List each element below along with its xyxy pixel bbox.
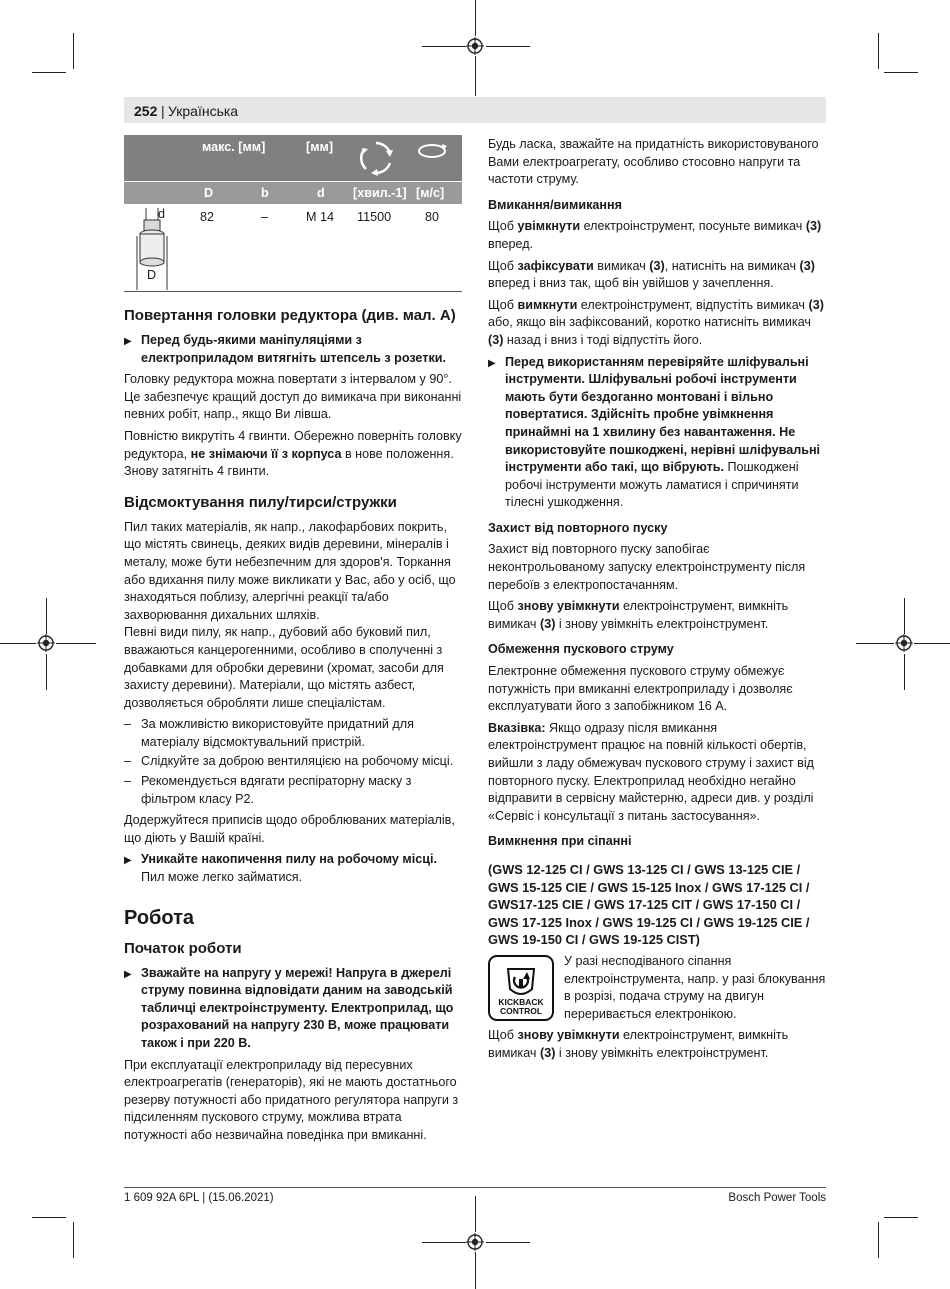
th-mm: [мм] xyxy=(306,140,334,154)
registration-mark-icon xyxy=(895,634,913,652)
paragraph: Щоб знову увімкнути електроінструмент, вимкніть вимикач (3) і знову увімкніть електроінструмент. xyxy=(488,1028,789,1060)
paragraph: Щоб увімкнути електроінструмент, посуньте вимикач (3) вперед. xyxy=(488,219,822,251)
warning-item: ▶ Перед використанням перевіряйте шліфувальні інструменти. Шліфувальні робочі інструменти мають бути бездоганно монтовані і вільно повертатися. Здійсніть пробне увімкнення принаймні на 1 хвилину без навантаження. Не використовуйте пошкоджені, нерівні шліфувальні інструменти або такі, що вібрують. Пошкоджені робочі інструменти можуть ламатися і спричиняти тілесні ушкодження. xyxy=(488,354,821,510)
diagram-label-D: D xyxy=(147,268,157,282)
paragraph: Головку редуктора можна повертати з інтервалом у 90°. Це забезпечує кращий доступ до вимикача при виконанні певних робіт, напр., якщо Ви лівша. xyxy=(124,372,462,422)
paragraph: Вказівка: Якщо одразу після вмикання електроінструмент працює на повній кількості обертів, вийшли з ладу обмежувач пускового струму і захист від повторного пуску. Електроприлад необхідно негайно відправити в сервісну майстерню, адреси див. у розділі «Сервіс і консультації з питань застосування». xyxy=(488,720,814,823)
th-b: b xyxy=(261,186,269,200)
footer-rule xyxy=(124,1187,826,1188)
heading-dust-extraction: Відсмоктування пилу/тирси/стружки xyxy=(124,493,397,511)
heading-starting-operation: Початок роботи xyxy=(124,939,242,957)
registration-mark-icon xyxy=(466,37,484,55)
rotation-speed-icon xyxy=(357,139,395,177)
heading-starting-current-limitation: Обмеження пускового струму xyxy=(488,642,674,657)
list-item: – Слідкуйте за доброю вентиляцією на робочому місці. xyxy=(124,754,454,769)
cell-rpm: 11500 xyxy=(357,210,392,224)
heading-operation: Робота xyxy=(124,906,195,929)
warning-item: ▶ Перед будь-якими маніпуляціями з електроприладом витягніть штепсель з розетки. xyxy=(124,333,446,365)
paragraph: Щоб знову увімкнути електроінструмент, вимкніть вимикач (3) і знову увімкніть електроінструмент. xyxy=(488,599,789,631)
warning-item: ▶ Уникайте накопичення пилу на робочому місці. Пил може легко займатися. xyxy=(124,852,437,885)
right-column xyxy=(488,136,828,1067)
model-list: (GWS 12-125 CI / GWS 13-125 CI / GWS 13-125 CIE / GWS 15-125 CIE / GWS 15-125 Inox / GWS 17-125 CI / GWS17-125 CIE / GWS 17-125 CIT / GWS 17-150 CI / GWS 17-125 Inox / GWS 19-125 CI / GWS 19-125 CIE / GWS 19-150 CI / GWS 19-125 CIST) xyxy=(488,861,810,948)
cell-b: – xyxy=(261,210,269,224)
paragraph: Пил таких матеріалів, як напр., лакофарбових покрить, що містять свинець, деяких видів деревини, мінералів і металу, може бути небезпечним для здоров'я. Торкання або вдихання пилу може викликати у Вас, або у осіб, що знаходяться поблизу, алергічні реакції та/або захворювання дихальних шляхів. xyxy=(124,519,456,622)
header-language: Українська xyxy=(168,103,239,119)
footer-doc-id: 1 609 92A 6PL | (15.06.2021) xyxy=(124,1192,274,1204)
cell-d: M 14 xyxy=(306,210,334,224)
th-max-mm: макс. [мм] xyxy=(202,140,266,154)
kickback-control-icon xyxy=(488,955,554,1021)
paragraph: Щоб зафіксувати вимикач (3), натисніть на вимикач (3) вперед і вниз так, щоб він увійшов у зачеплення. xyxy=(488,258,815,291)
paragraph: Будь ласка, зважайте на придатність використовуваного Вами електроагрегату, особливо стосовно напруги та частоти струму. xyxy=(488,137,819,187)
list-item: – За можливістю використовуйте придатний для матеріалу відсмоктувальний пристрій. xyxy=(124,717,414,749)
paragraph: У разі несподіваного сіпання електроінструмента, напр. у разі блокування в розрізі, подача струму на двигун переривається електронікою. xyxy=(564,953,826,1021)
paragraph: Повністю викрутіть 4 гвинти. Обережно поверніть головку редуктора, не знімаючи її з корпуса в нове положення. Знову затягніть 4 гвинти. xyxy=(124,428,462,479)
triangle-bullet-icon: ▶ xyxy=(124,968,132,980)
paragraph: Додержуйтеся приписів щодо оброблюваних матеріалів, що діють у Вашій країні. xyxy=(124,813,455,845)
th-ms: [м/с] xyxy=(416,186,445,200)
paragraph: Щоб вимкнути електроінструмент, відпустіть вимикач (3) або, якщо він зафіксований, коротко натисніть вимикач (3) назад і вниз і тоді відпустіть його. xyxy=(488,297,824,347)
peripheral-speed-icon xyxy=(416,141,448,161)
heading-switching-on-off: Вмикання/вимикання xyxy=(488,197,622,212)
left-column xyxy=(124,306,462,1149)
diagram-label-d: d xyxy=(158,207,166,221)
kickback-label-2: CONTROL xyxy=(499,1005,543,1016)
table-rule xyxy=(124,291,462,292)
footer-brand: Bosch Power Tools xyxy=(728,1192,826,1204)
th-D: D xyxy=(204,186,214,200)
paragraph: Захист від повторного пуску запобігає неконтрольованому запуску електроінструменту після перебоїв з електропостачанням. xyxy=(488,542,806,592)
page-number: 252 xyxy=(134,103,158,119)
paragraph: Певні види пилу, як напр., дубовий або буковий пил, вважаються канцерогенними, особливо в сполученні з добавками для обробки деревини (хромат, засоби для захисту деревини). Матеріали, що містять азбест, дозволяється обробляти лише спеціалістам. xyxy=(124,625,444,710)
heading-kickback-stop: Вимкнення при сіпанні xyxy=(488,834,632,849)
registration-mark-icon xyxy=(466,1233,484,1251)
th-d: d xyxy=(317,186,325,200)
kickback-label-1: KICKBACK xyxy=(498,996,544,1007)
header-separator: | xyxy=(161,103,165,119)
triangle-bullet-icon: ▶ xyxy=(488,357,496,369)
paragraph: Електронне обмеження пускового струму обмежує потужність при вмиканні електроприладу і дозволяє експлуатувати його з запобіжником 16 A. xyxy=(488,664,793,714)
cell-ms: 80 xyxy=(425,210,440,224)
warning-item: ▶ Зважайте на напругу у мережі! Напруга в джерелі струму повинна відповідати даним на заводській табличці електроінструменту. Електроприлад, що розрахований на напругу 230 В, може працювати також і при 220 В. xyxy=(124,965,454,1050)
triangle-bullet-icon: ▶ xyxy=(124,336,132,347)
spec-table-header-1 xyxy=(124,135,462,181)
cell-D: 82 xyxy=(200,210,215,224)
th-rpm: [хвил.-1] xyxy=(353,186,407,200)
paragraph: При експлуатації електроприладу від пересувних електроагрегатів (генераторів), які не мають достатнього резерву потужності або придатного регулятора напруги з підсиленням пускового струму, можлива втрата потужності або незвичайна поведінка при вмиканні. xyxy=(124,1057,459,1142)
heading-rotate-head: Повертання головки редуктора (див. мал. A) xyxy=(124,307,456,324)
heading-restart-protection: Захист від повторного пуску xyxy=(488,520,668,535)
spec-table-header-2 xyxy=(124,181,462,204)
triangle-bullet-icon: ▶ xyxy=(124,855,132,867)
list-item: – Рекомендується вдягати респіраторну маску з фільтром класу P2. xyxy=(124,774,412,806)
registration-mark-icon xyxy=(37,634,55,652)
kickback-block xyxy=(488,953,828,1023)
